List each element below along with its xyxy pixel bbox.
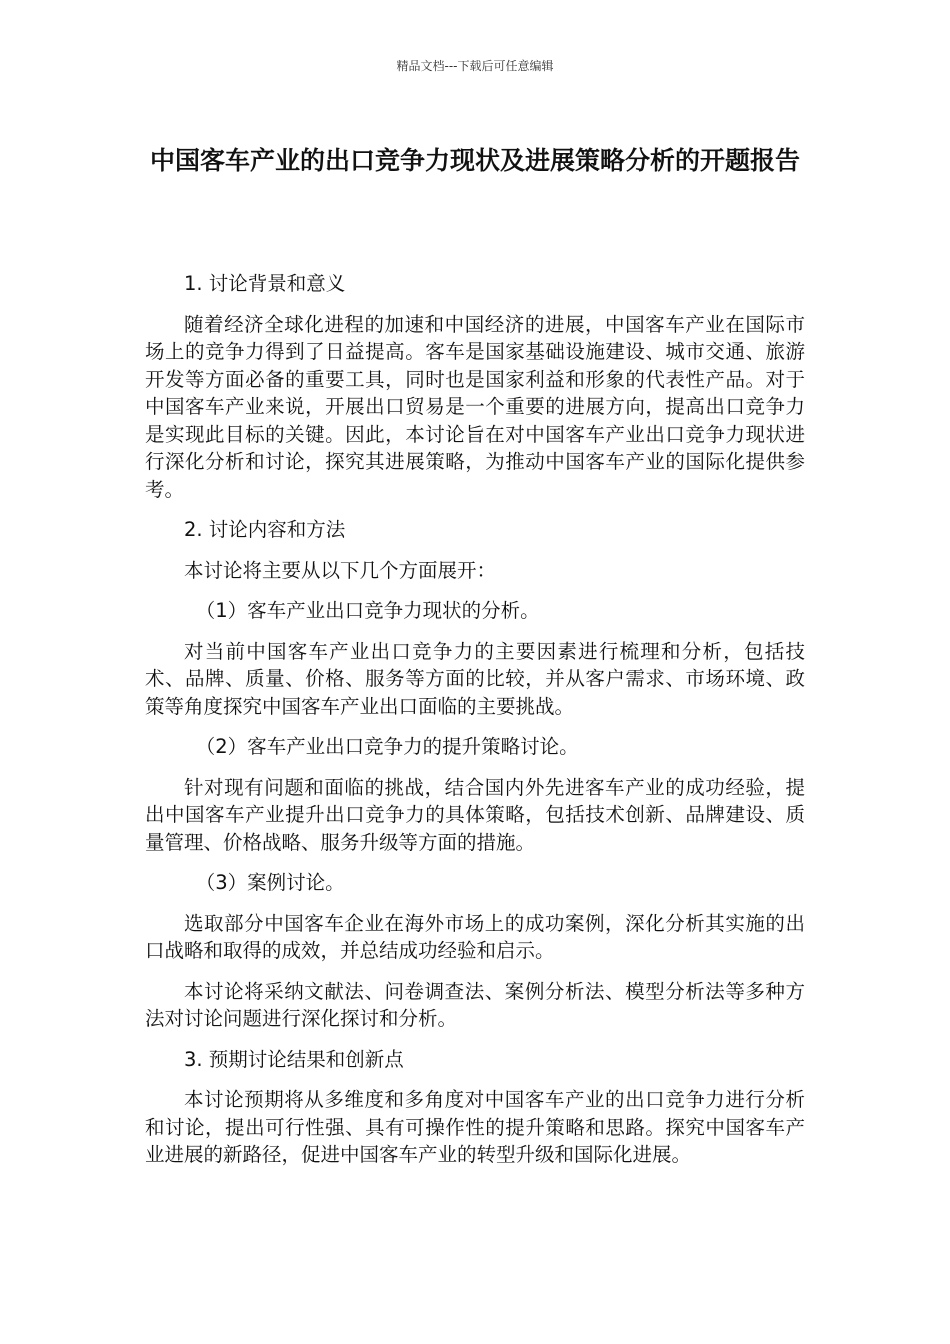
- paragraph-intro: 本讨论将主要从以下几个方面展开：: [184, 558, 497, 582]
- section-heading-background: 1. 讨论背景和意义: [184, 272, 346, 295]
- document-body: [145, 270, 805, 1169]
- section-heading-expected-results: 3. 预期讨论结果和创新点: [184, 1047, 404, 1071]
- paragraph-methods: 本讨论将采纳文献法、问卷调查法、案例分析法、模型分析法等多种方法对讨论问题进行深化探讨和分析。: [145, 979, 805, 1030]
- list-item-heading-1: （1）客车产业出口竞争力现状的分析。: [195, 599, 540, 622]
- paragraph-expected-results: 本讨论预期将从多维度和多角度对中国客车产业的出口竞争力进行分析和讨论，提出可行性强、具有可操作性的提升策略和思路。探究中国客车产业进展的新路径，促进中国客车产业的转型升级和国际化进展。: [145, 1088, 805, 1166]
- list-item-body-2: 针对现有问题和面临的挑战，结合国内外先进客车产业的成功经验，提出中国客车产业提升出口竞争力的具体策略，包括技术创新、品牌建设、质量管理、价格战略、服务升级等方面的措施。: [145, 775, 805, 854]
- list-item-heading-3: （3）案例讨论。: [195, 871, 345, 894]
- paragraph-background: 随着经济全球化进程的加速和中国经济的进展，中国客车产业在国际市场上的竞争力得到了日益提高。客车是国家基础设施建设、城市交通、旅游开发等方面必备的重要工具，同时也是国家利益和形象的代表性产品。对于中国客车产业来说，开展出口贸易是一个重要的进展方向，提高出口竞争力是实现此目标的关键。因此，本讨论旨在对中国客车产业出口竞争力现状进行深化分析和讨论，探究其进展策略，为推动中国客车产业的国际化提供参考。: [145, 312, 805, 501]
- list-item-heading-2: （2）客车产业出口竞争力的提升策略讨论。: [195, 735, 579, 758]
- list-item-body-3: 选取部分中国客车企业在海外市场上的成功案例，深化分析其实施的出口战略和取得的成效，并总结成功经验和启示。: [145, 911, 805, 962]
- page-header: 精品文档---下载后可任意编辑: [396, 59, 554, 73]
- section-heading-content-method: 2. 讨论内容和方法: [184, 518, 346, 541]
- document-title: 中国客车产业的出口竞争力现状及进展策略分析的开题报告: [149, 146, 800, 175]
- list-item-body-1: 对当前中国客车产业出口竞争力的主要因素进行梳理和分析，包括技术、品牌、质量、价格、服务等方面的比较，并从客户需求、市场环境、政策等角度探究中国客车产业出口面临的主要挑战。: [145, 639, 805, 718]
